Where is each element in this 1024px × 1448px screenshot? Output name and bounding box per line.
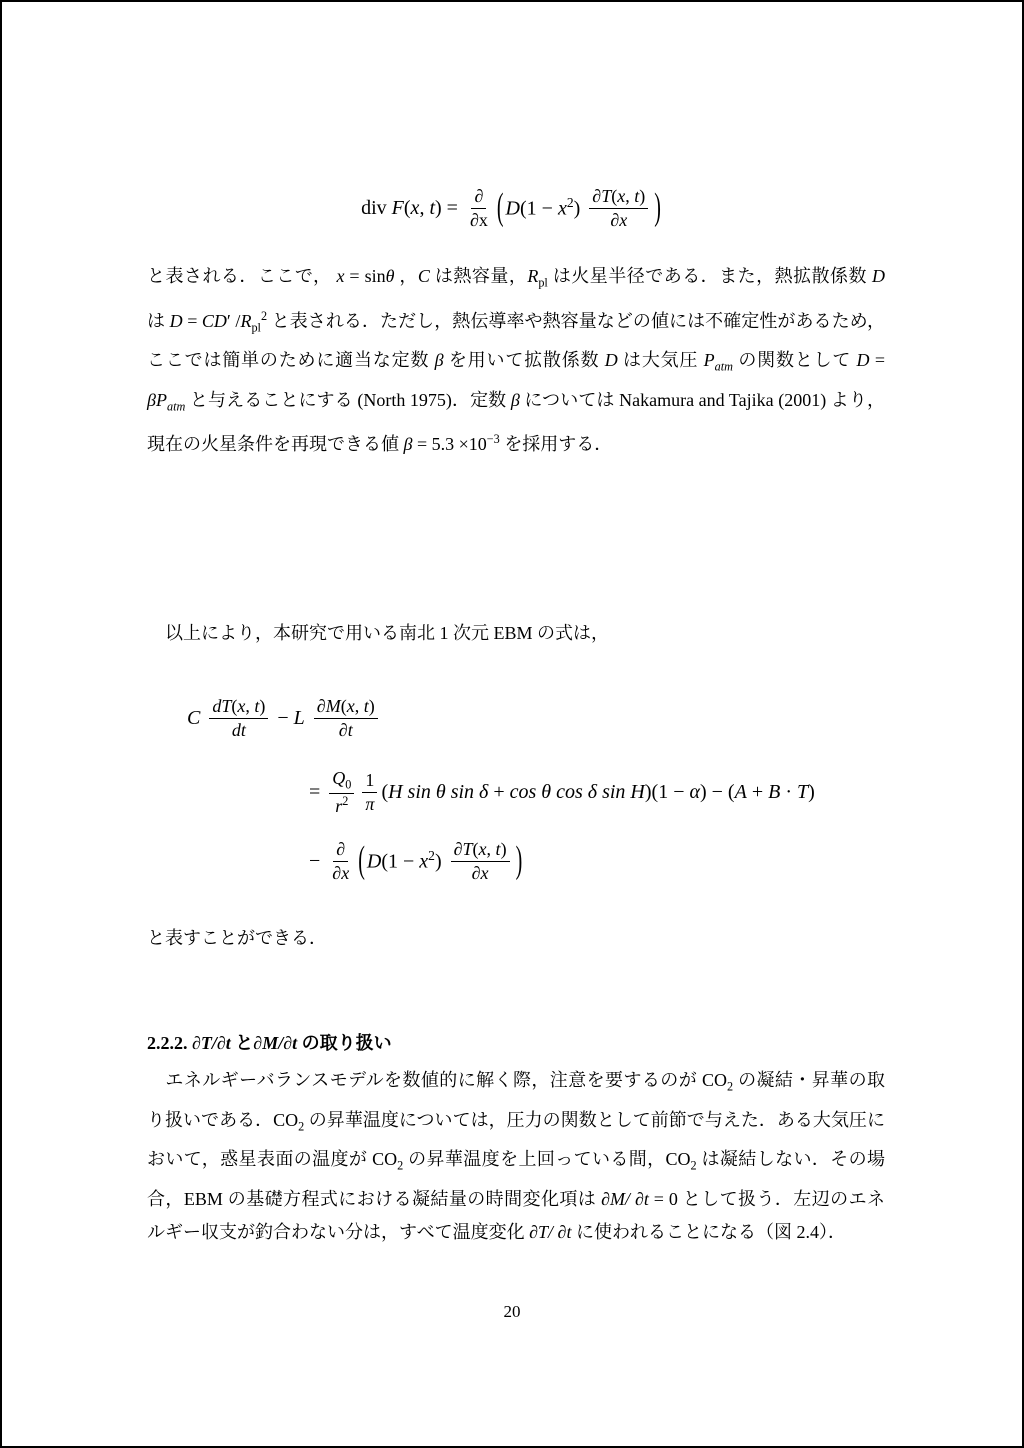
fraction-dT-dt	[209, 695, 268, 741]
right-paren: )	[515, 839, 523, 881]
fraction-denominator: dt	[231, 719, 246, 740]
fraction-numerator: dT(x, t)	[209, 695, 268, 719]
fraction-dM-dt	[314, 695, 378, 741]
fraction-dT-dx	[589, 185, 648, 231]
fraction-Q0-r2	[329, 767, 354, 817]
fraction-numerator: $Q_0$	[329, 767, 354, 794]
fraction-1-pi	[362, 769, 377, 815]
page-number: 20	[503, 1302, 521, 1321]
paragraph-closing: と表すことができる．	[147, 928, 327, 948]
right-paren: )	[654, 186, 661, 228]
paragraph-diffusion-coefficient: と表される．ここで， x = sinθ ，C は熱容量，$R_{pl}$ は火星半径である．また，熱拡散係数 D は D = CD′ $/R_{pl}^2$ と表される．ただし，熱伝導率や熱容量などの値には不確定性があるため，ここでは簡単のために適当な定数 β を用いて拡散係数 D は大気圧 $P_{atm}$ の関数として $D = \beta P_{atm}$ と与えることにする (North 1975)．定数 β については Nakamura and Tajika (2001) より，現在の火星条件を再現できる値 $\beta = 5.3 \times 10^{-3}$ を採用する．	[147, 266, 886, 455]
equation-ebm-line3	[309, 838, 524, 884]
section-heading-2-2-2: 2.2.2. ∂T/∂t と∂M/∂t の取り扱い	[147, 1033, 392, 1053]
equation-ebm-line2	[309, 767, 815, 817]
fraction-numerator: ∂M(x, t)	[314, 695, 378, 719]
fraction-dT-dx	[451, 838, 510, 884]
left-paren: (	[358, 839, 365, 881]
fraction-numerator: ∂	[471, 185, 486, 209]
equation-lead-text: div F(x, t) =	[361, 196, 463, 219]
equation-ebm-line1	[187, 695, 382, 741]
fraction-denominator: ∂x	[610, 209, 628, 230]
fraction-numerator: 1	[362, 769, 377, 793]
paragraph-intro-ebm: 以上により，本研究で用いる南北 1 次元 EBM の式は，	[147, 623, 610, 643]
equation-mid-text: − L	[272, 706, 305, 729]
equation-lead-text: C	[187, 706, 201, 729]
left-paren: (	[496, 186, 504, 228]
fraction-partial-dx	[329, 838, 352, 884]
equals-sign: =	[309, 780, 326, 803]
fraction-numerator: ∂T(x, t)	[451, 838, 510, 862]
fraction-denominator: ∂x	[332, 862, 350, 883]
equation-divergence	[2, 185, 1022, 231]
equation-inner-text: $D(1 - x^2)$	[505, 195, 586, 220]
fraction-numerator: ∂T(x, t)	[589, 185, 648, 209]
equation-rest-text: (H sin θ sin δ + cos θ cos δ sin H)(1 − α) − (A + B · T)	[381, 780, 815, 803]
fraction-partial-dx	[467, 185, 491, 231]
equation-inner-text: $D(1 - x^2)$	[366, 848, 447, 873]
fraction-denominator: ∂x	[471, 862, 489, 883]
fraction-denominator: $r^2$	[335, 793, 349, 816]
paragraph-co2-condensation: エネルギーバランスモデルを数値的に解く際，注意を要するのが $CO_2$ の凝結・昇華の取り扱いである．$CO_2$ の昇華温度については，圧力の関数として前節で与えた．ある大気圧において，惑星表面の温度が $CO_2$ の昇華温度を上回っている間，$CO_2$ は凝結しない．その場合，EBM の基礎方程式における凝結量の時間変化項は ∂M/ ∂t = 0 として扱う．左辺のエネルギー収支が釣合わない分は，すべて温度変化 ∂T/ ∂t に使われることになる（図 2.4）．	[147, 1070, 885, 1242]
fraction-denominator: ∂x	[469, 209, 488, 230]
fraction-numerator: ∂	[333, 838, 348, 862]
fraction-denominator: ∂t	[338, 719, 353, 740]
minus-sign: −	[309, 849, 326, 872]
fraction-denominator: π	[365, 793, 375, 814]
